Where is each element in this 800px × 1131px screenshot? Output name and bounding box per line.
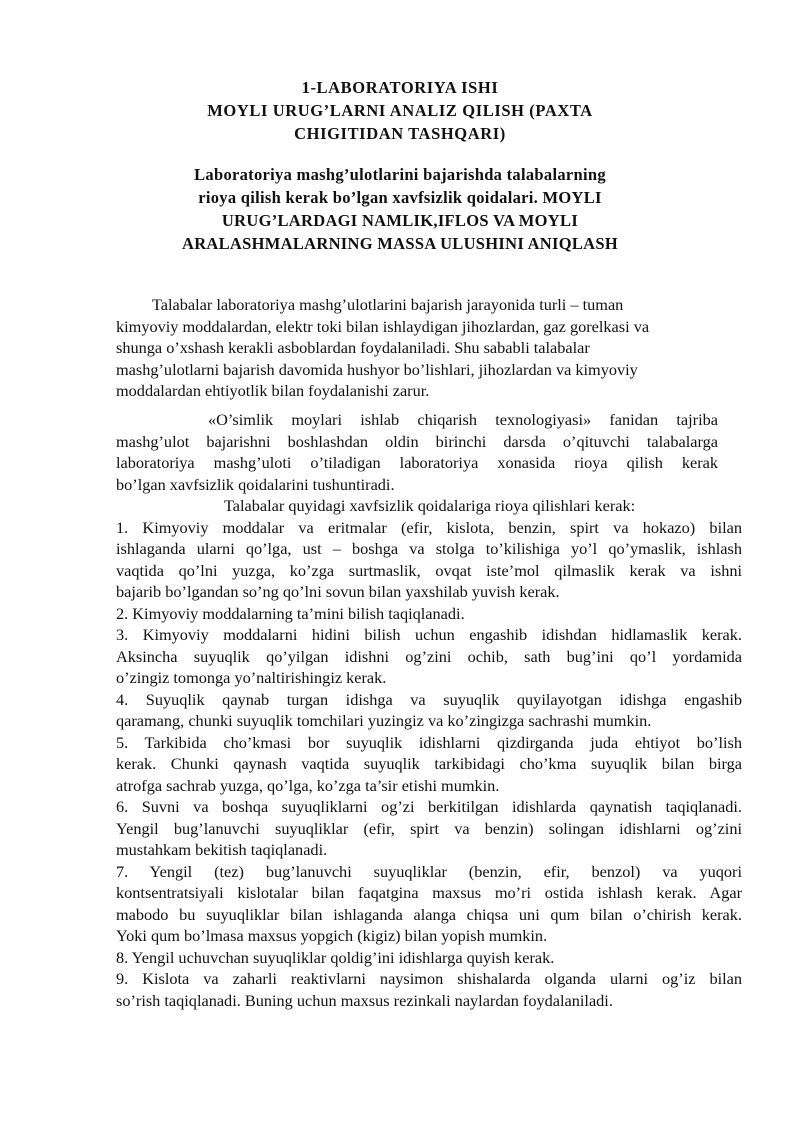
text-line: vaqtida qo’lni yuzga, ko’zga surtmaslik, ovqat iste’mol qilmaslik kerak va ishni xyxy=(116,560,742,580)
text-line: kerak. Chunki qaynash vaqtida suyuqlik tarkibidagi cho’kma suyuqlik bilan birga xyxy=(116,754,742,773)
text-line: «O’simlik moylari ishlab chiqarish texnologiyasi» fanidan tajriba xyxy=(208,410,718,429)
rule-item-6 xyxy=(116,796,742,861)
text-line: ishlaganda ularni qo’lga, ust – boshga va stolga to’kilishiga yo’l qo’ymaslik, ishlash xyxy=(116,539,742,558)
text-line: mabodo bu suyuqliklar bilan ishlaganda alanga chiqsa uni qum bilan o’chirish kerak. xyxy=(116,904,742,924)
safety-rules-list xyxy=(116,495,742,1011)
text-line: mashg’ulotlarni bajarish davomida hushyor bo’lishlari, jihozlardan va kimyoviy xyxy=(116,359,638,379)
text-line: qaramang, chunki suyuqlik tomchilari yuzingiz va ko’zingizga sachrashi mumkin. xyxy=(116,711,652,730)
text-line: bo’lgan xavfsizlik qoidalarini tushuntiradi. xyxy=(116,474,395,494)
text-line: mustahkam bekitish taqiqlanadi. xyxy=(116,840,328,859)
rule-item-9 xyxy=(116,968,742,1011)
rule-item-4 xyxy=(116,689,742,732)
text-line: 8. Yengil uchuvchan suyuqliklar qoldig’ini idishlarga quyish kerak. xyxy=(116,947,555,967)
rule-item-8 xyxy=(116,947,742,969)
text-line: bajarib bo’lgandan so’ng qo’lni sovun bilan yaxshilab yuvish kerak. xyxy=(116,582,560,601)
intro-paragraph xyxy=(116,294,742,402)
text-line: 1. Kimyoviy moddalar va eritmalar (efir, kislota, benzin, spirt va hokazo) bilan xyxy=(116,517,742,537)
course-paragraph xyxy=(116,409,718,495)
text-line: 3. Kimyoviy moddalarni hidini bilish uchun engashib idishdan hidlamaslik kerak. xyxy=(116,625,742,644)
document-subtitle xyxy=(100,163,700,255)
text-line: 7. Yengil (tez) bug’lanuvchi suyuqliklar (benzin, efir, benzol) va yuqori xyxy=(116,861,742,881)
text-line: o’zingiz tomonga yo’naltirishingiz kerak. xyxy=(116,668,387,687)
text-line: 9. Kislota va zaharli reaktivlarni naysimon shishalarda olganda ularni og’iz bilan xyxy=(116,969,742,988)
rule-item-5 xyxy=(116,732,742,797)
title-line: CHIGITIDAN TASHQARI) xyxy=(294,124,506,143)
text-line: moddalardan ehtiyotlik bilan foydalanishi zarur. xyxy=(116,381,430,400)
text-line: shunga o’xshash kerakli asboblardan foydalaniladi. Shu sababli talabalar xyxy=(116,338,590,357)
title-line: MOYLI URUG’LARNI ANALIZ QILISH (PAXTA xyxy=(207,101,593,120)
subtitle-line: URUG’LARDAGI NAMLIK,IFLOS VA MOYLI xyxy=(221,211,579,230)
text-line: laboratoriya mashg’uloti o’tiladigan laboratoriya xonasida rioya qilish kerak xyxy=(116,453,718,472)
text-line: atrofga sachrab yuzga, qo’lga, ko’zga ta’sir etishi mumkin. xyxy=(116,775,500,795)
rule-item-1 xyxy=(116,517,742,603)
text-line: 2. Kimyoviy moddalarning ta’mini bilish taqiqlanadi. xyxy=(116,603,465,623)
subtitle-line: ARALASHMALARNING MASSA ULUSHINI ANIQLASH xyxy=(181,234,619,253)
text-line: Talabalar laboratoriya mashg’ulotlarini bajarish jarayonida turli – tuman xyxy=(152,295,624,314)
subtitle-line: Laboratoriya mashg’ulotlarini bajarishda talabalarning xyxy=(194,165,606,184)
rule-item-7 xyxy=(116,861,742,947)
text-line: so’rish taqiqlanadi. Buning uchun maxsus rezinkali naylardan foydalaniladi. xyxy=(116,990,613,1010)
text-line: kontsentratsiyali kislotalar bilan faqatgina maxsus mo’ri ostida ishlash kerak. Agar xyxy=(116,883,742,902)
title-line: 1-LABORATORIYA ISHI xyxy=(301,78,499,97)
rules-lead-line: Talabalar quyidagi xavfsizlik qoidalariga rioya qilishlari kerak: xyxy=(224,496,636,515)
text-line: Yengil bug’lanuvchi suyuqliklar (efir, spirt va benzin) solingan idishlarni og’zini xyxy=(116,818,742,838)
text-line: Yoki qum bo’lmasa maxsus yopgich (kigiz) bilan yopish mumkin. xyxy=(116,926,548,945)
text-line: 6. Suvni va boshqa suyuqliklarni og’zi berkitilgan idishlarda qaynatish taqiqlanadi. xyxy=(116,797,742,816)
text-line: 4. Suyuqlik qaynab turgan idishga va suyuqlik quyilayotgan idishga engashib xyxy=(116,689,742,709)
text-line: kimyoviy moddalardan, elektr toki bilan ishlaydigan jihozlardan, gaz gorelkasi va xyxy=(116,316,650,336)
document-title xyxy=(100,76,700,145)
text-line: mashg’ulot bajarishni boshlashdan oldin birinchi darsda o’qituvchi talabalarga xyxy=(116,431,718,451)
rule-item-3 xyxy=(116,624,742,689)
subtitle-line: rioya qilish kerak bo’lgan xavfsizlik qoidalari. MOYLI xyxy=(198,188,602,207)
rule-item-2 xyxy=(116,603,742,625)
text-line: 5. Tarkibida cho’kmasi bor suyuqlik idishlarni qizdirganda juda ehtiyot bo’lish xyxy=(116,732,742,752)
text-line: Aksincha suyuqlik qo’yilgan idishni og’zini ochib, sath bug’ini qo’l yordamida xyxy=(116,646,742,666)
